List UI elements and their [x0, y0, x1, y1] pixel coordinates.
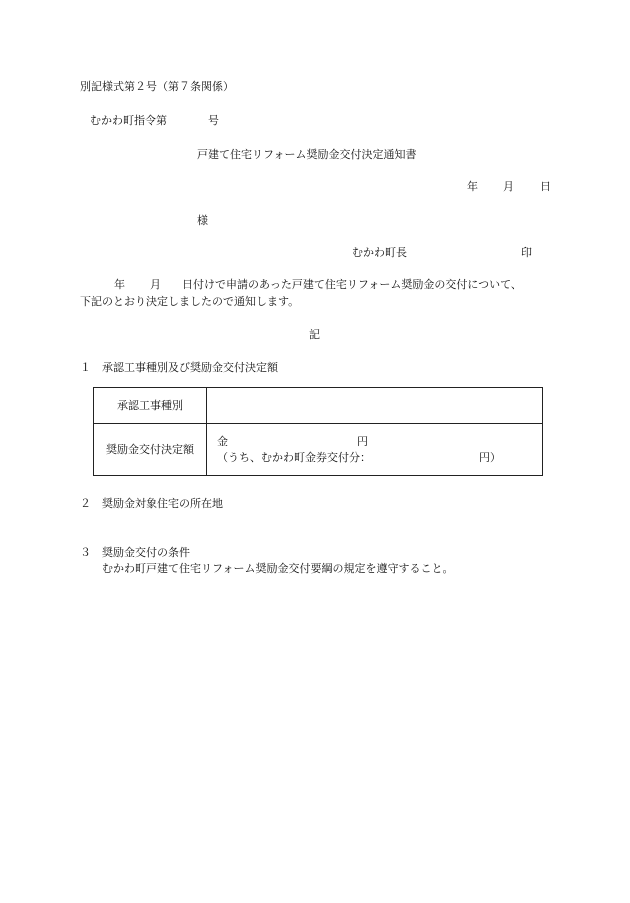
kin-text: 金: [217, 434, 228, 448]
section2-heading: ２ 奨励金対象住宅の所在地: [80, 497, 223, 510]
decision-table: [93, 387, 543, 476]
yen-text: 円: [357, 434, 368, 448]
date-day: 日: [540, 180, 551, 193]
notice-number-prefix: むかわ町指令第: [90, 114, 167, 127]
ki-heading: 記: [309, 328, 320, 341]
body-year: 年: [114, 278, 125, 291]
table-row-amount: [94, 424, 543, 476]
amount-line: [207, 434, 542, 450]
work-type-value: [207, 388, 543, 424]
seal-mark: 印: [521, 246, 532, 259]
date-month: 月: [503, 180, 514, 193]
section3-heading: ３ 奨励金交付の条件: [80, 546, 190, 559]
issuer-name: むかわ町長: [352, 246, 407, 259]
addressee-suffix: 様: [197, 214, 208, 227]
document-title: 戸建て住宅リフォーム奨励金交付決定通知書: [197, 148, 417, 161]
body-line1: 日付けで申請のあった戸建て住宅リフォーム奨励金の交付について、: [182, 278, 522, 291]
form-reference: 別記様式第２号（第７条関係）: [80, 80, 234, 93]
voucher-suffix: 円）: [479, 450, 501, 464]
amount-value-cell: [207, 424, 543, 476]
body-line2: 下記のとおり決定しましたので通知します。: [80, 295, 300, 308]
work-type-label: 承認工事種別: [94, 388, 207, 424]
section1-heading: １ 承認工事種別及び奨励金交付決定額: [80, 361, 278, 374]
notice-number-suffix: 号: [208, 114, 219, 127]
date-year: 年: [467, 180, 478, 193]
voucher-prefix: （うち、むかわ町金券交付分：: [217, 450, 371, 464]
section3-text: むかわ町戸建て住宅リフォーム奨励金交付要綱の規定を遵守すること。: [102, 562, 454, 575]
amount-label: 奨励金交付決定額: [94, 424, 207, 476]
body-month: 月: [150, 278, 161, 291]
voucher-line: [207, 450, 542, 466]
table-row-work-type: [94, 388, 543, 424]
